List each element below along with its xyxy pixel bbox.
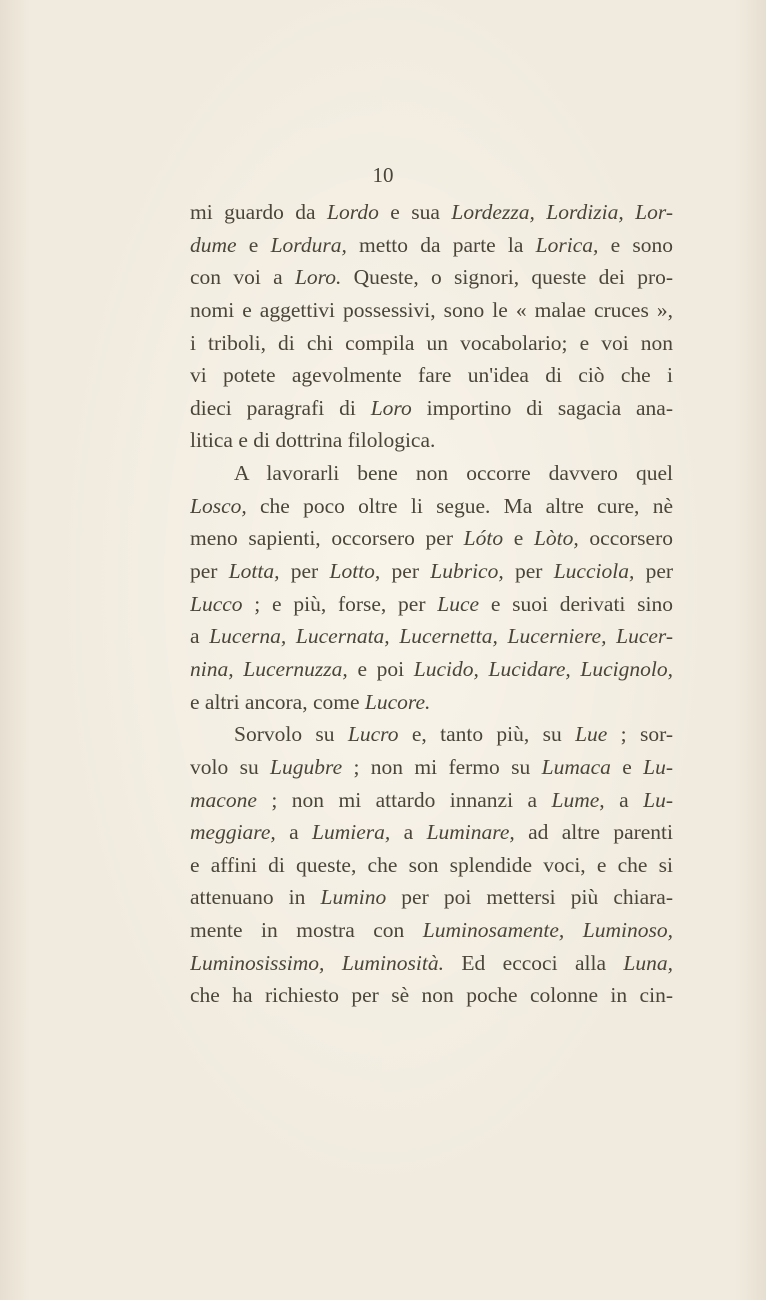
text-run: e sono (598, 232, 673, 257)
text-run: per (634, 559, 673, 584)
text-run: per (190, 559, 229, 584)
text-line (190, 881, 673, 914)
italic-term: Lumaca (541, 754, 611, 779)
text-run: importino di sagacia ana- (411, 395, 673, 420)
body-text (190, 196, 673, 1012)
italic-term: Loro. (294, 265, 342, 290)
text-run: i triboli, di chi compila un vocabolario; e voi non (190, 330, 673, 355)
text-line (190, 229, 673, 262)
text-run: ; e più, forse, per (242, 591, 438, 616)
text-run: e (503, 526, 534, 551)
text-run: con voi a (190, 265, 295, 290)
text-run: attenuano in (190, 885, 321, 910)
text-line (190, 979, 673, 1012)
page-number: 10 (372, 163, 394, 187)
italic-term: Lu- (643, 754, 673, 779)
text-run: e, tanto più, su (398, 722, 576, 747)
text-line (190, 849, 673, 882)
text-run: e affini di queste, che son splendide voci, e che si (190, 852, 673, 877)
italic-term: Lotto, (329, 559, 381, 584)
text-line (190, 555, 673, 588)
italic-term: Lóto (463, 526, 504, 551)
text-line (190, 457, 673, 490)
text-run: ; sor- (607, 722, 673, 747)
text-line (190, 359, 673, 392)
italic-term: Lordezza, Lordizia, Lor- (451, 200, 673, 224)
text-run: A lavorarli bene non occorre davvero quel (234, 461, 673, 486)
text-run: nomi e aggettivi possessivi, sono le « malae cruces », (190, 297, 673, 322)
text-line (190, 718, 673, 751)
text-run: Sorvolo su (234, 722, 348, 747)
text-run: per (279, 559, 330, 584)
text-line (190, 588, 673, 621)
italic-term: Lugubre (270, 754, 343, 779)
text-line (190, 522, 673, 555)
italic-term: Lucore. (364, 689, 431, 714)
italic-term: Lume, (551, 787, 605, 812)
text-run: e altri ancora, come (190, 689, 365, 714)
text-run: per (380, 559, 431, 584)
italic-term: Lumiera, (312, 820, 391, 845)
text-run: a (275, 820, 313, 845)
italic-term: Lotta, (228, 559, 280, 584)
text-run: Queste, o signori, queste dei pro- (341, 265, 673, 290)
italic-term: Lòto, (533, 526, 579, 551)
italic-term: Lorica, (535, 232, 599, 257)
italic-term: Lumino (320, 885, 387, 910)
text-line (190, 914, 673, 947)
italic-term: nina, Lucernuzza, (190, 656, 348, 681)
text-run: volo su (190, 754, 271, 779)
text-run: litica e di dottrina filologica. (190, 428, 436, 453)
text-line (190, 620, 673, 653)
text-run: a (604, 787, 644, 812)
text-run: e (610, 754, 644, 779)
italic-term: Lucco (190, 591, 243, 616)
text-line (190, 392, 673, 425)
italic-term: Luce (437, 591, 480, 616)
text-run: e (236, 232, 271, 257)
text-run: per (503, 559, 554, 584)
italic-term: Lue (575, 722, 608, 747)
italic-term: Lucido, Lucidare, Lucignolo, (413, 656, 673, 681)
text-run: per poi mettersi più chiara- (386, 885, 673, 910)
text-line (190, 947, 673, 980)
text-run: e poi (347, 656, 414, 681)
text-run: ad altre parenti (514, 820, 673, 845)
italic-term: Luminare, (426, 820, 515, 845)
text-line (190, 653, 673, 686)
text-line (190, 424, 673, 457)
italic-term: Lordo (327, 200, 379, 224)
text-run: mi guardo da (190, 200, 328, 224)
text-run: e suoi derivati sino (479, 591, 673, 616)
italic-term: meggiare, (190, 820, 276, 845)
text-run: occorsero (578, 526, 673, 551)
text-run: a (190, 624, 210, 649)
text-run: dieci paragrafi di (190, 395, 371, 420)
text-line (190, 490, 673, 523)
text-run: vi potete agevolmente fare un'idea di ciò che i (190, 363, 673, 388)
text-line (190, 261, 673, 294)
text-run: a (390, 820, 427, 845)
italic-term: Lordura, (270, 232, 347, 257)
text-run: mente in mostra con (190, 918, 423, 943)
italic-term: Losco, (190, 493, 247, 518)
text-line (190, 294, 673, 327)
italic-term: Loro (370, 395, 412, 420)
italic-term: macone (190, 787, 257, 812)
text-run: ; non mi attardo innanzi a (256, 787, 552, 812)
text-run: Ed eccoci alla (443, 950, 624, 975)
italic-term: Lucerna, Lucernata, Lucernetta, Lucerniere, Lucer- (209, 624, 673, 649)
italic-term: Lu- (643, 787, 673, 812)
italic-term: Luminosamente, Luminoso, (422, 918, 673, 943)
text-run: e sua (378, 200, 452, 224)
text-run: che poco oltre li segue. Ma altre cure, nè (246, 493, 673, 518)
italic-term: Luna, (623, 950, 673, 975)
text-run: metto da parte la (346, 232, 536, 257)
text-line (190, 196, 673, 229)
text-line (190, 751, 673, 784)
text-run: ; non mi fermo su (342, 754, 542, 779)
text-line (190, 816, 673, 849)
italic-term: Lubrico, (430, 559, 504, 584)
text-run: che ha richiesto per sè non poche colonne in cin- (190, 983, 673, 1008)
italic-term: dume (190, 232, 237, 257)
text-line (190, 784, 673, 817)
italic-term: Lucciola, (553, 559, 635, 584)
text-line (190, 327, 673, 360)
text-line (190, 686, 673, 719)
italic-term: Luminosissimo, Luminosità. (190, 950, 444, 975)
italic-term: Lucro (347, 722, 399, 747)
text-run: meno sapienti, occorsero per (190, 526, 464, 551)
